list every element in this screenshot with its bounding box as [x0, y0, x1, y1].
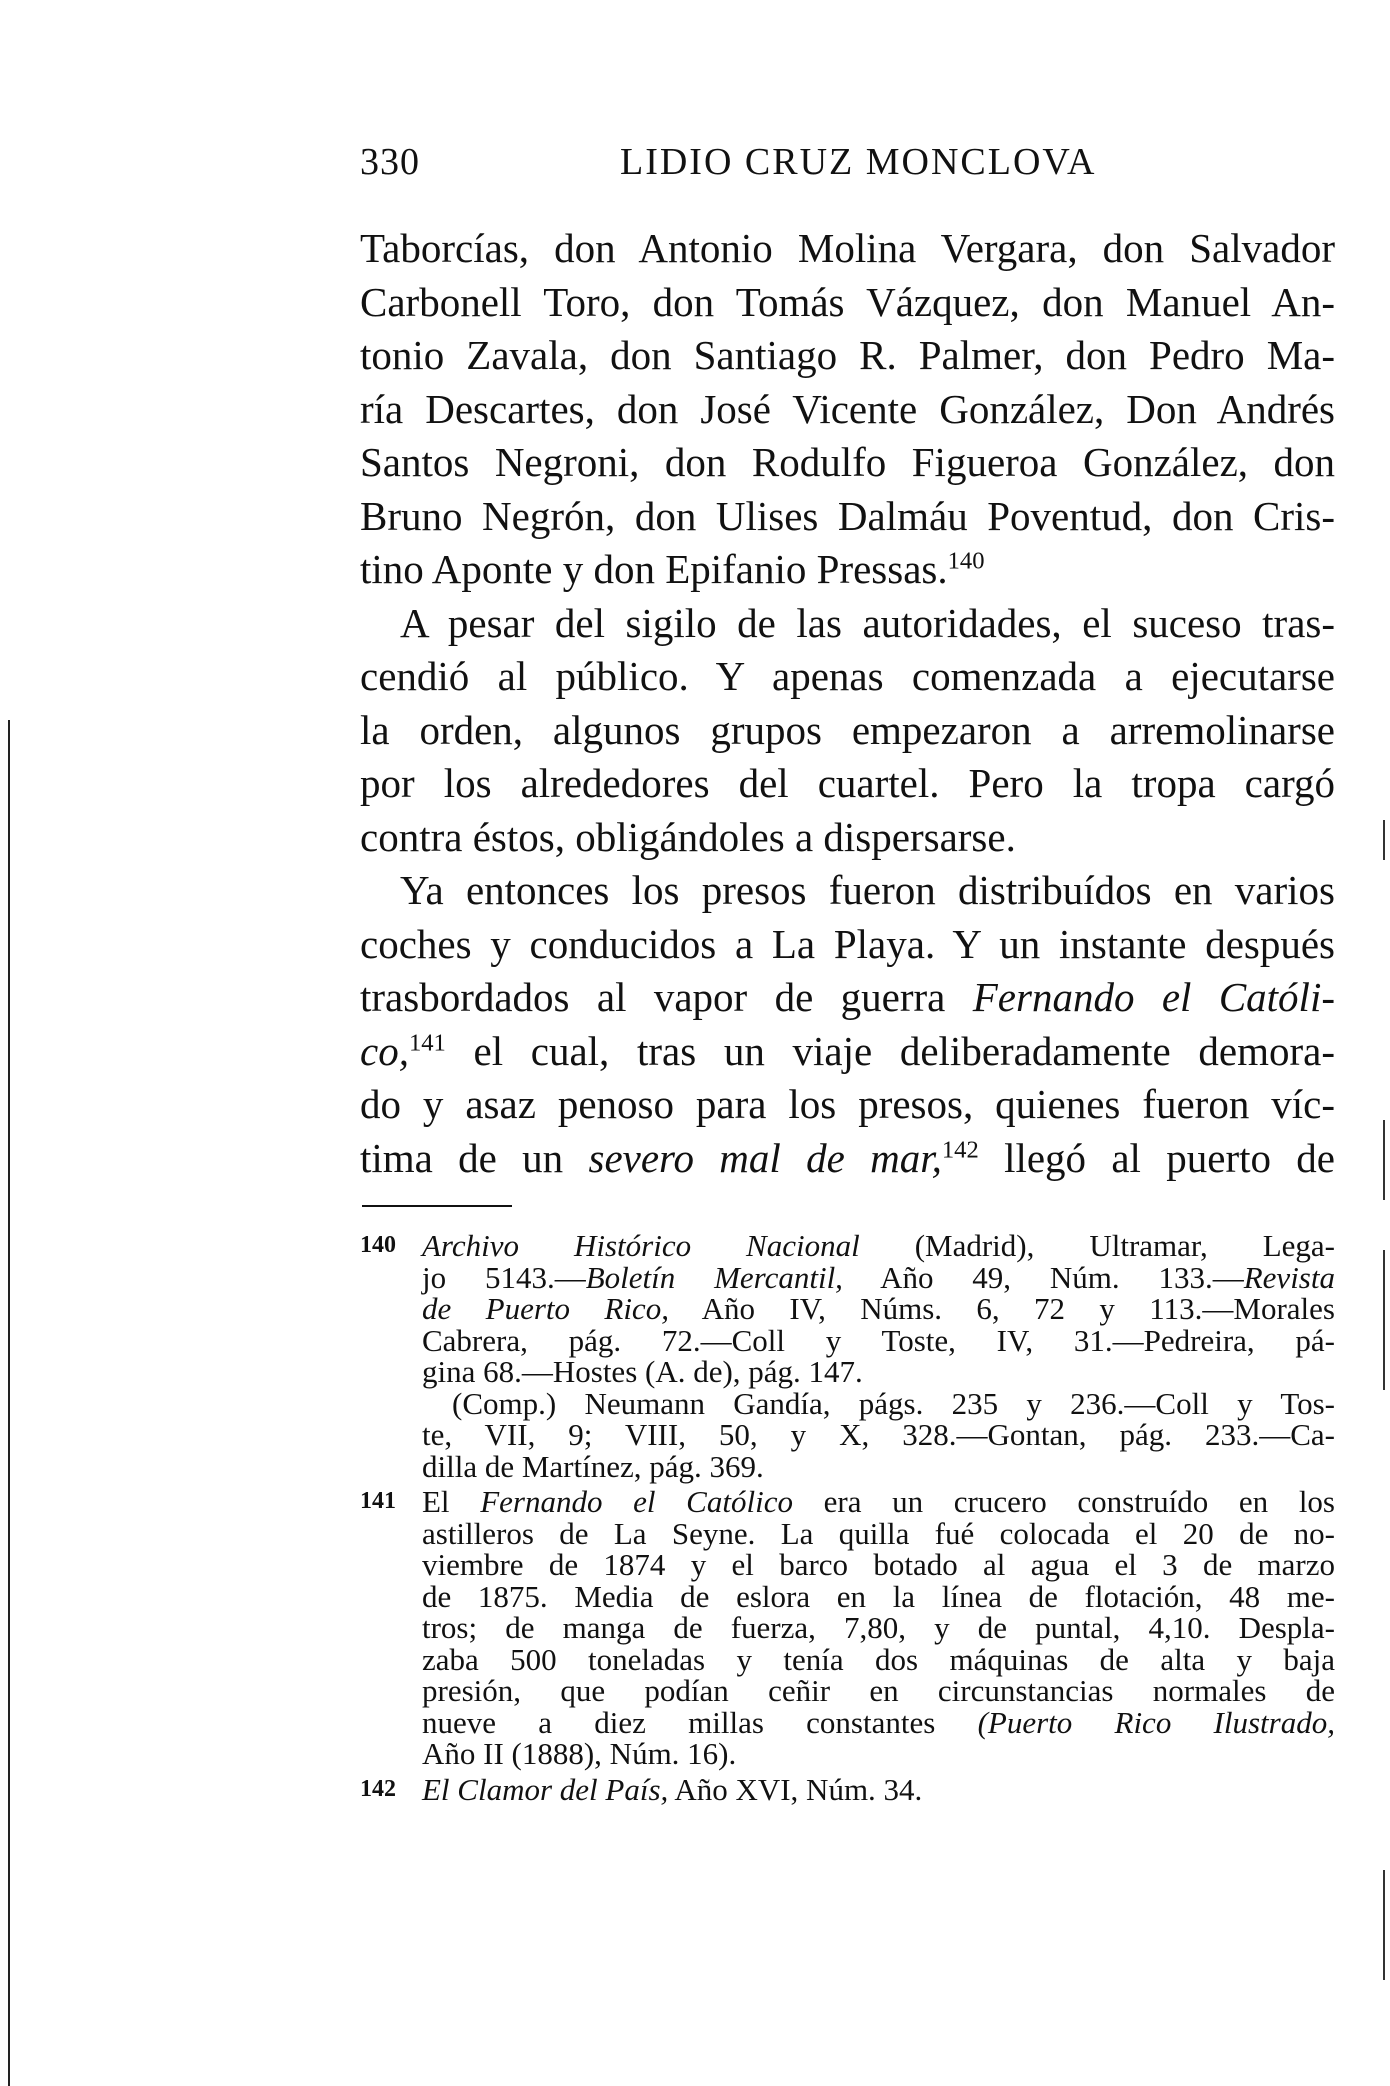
page-edge-mark: [1383, 1120, 1385, 1200]
footnote-line: te, VII, 9; VIII, 50, y X, 328.—Gontan, pág. 233.—Ca-: [422, 1417, 1335, 1452]
text-line: A pesar del sigilo de las autoridades, el suceso tras-: [400, 599, 1335, 646]
footnote-line: gina 68.—Hostes (A. de), pág. 147.: [422, 1354, 863, 1389]
text-line: [360, 971, 1335, 1025]
footnote-line: viembre de 1874 y el barco botado al agua el 3 de marzo: [422, 1547, 1335, 1582]
text-line: la orden, algunos grupos empezaron a arremolinarse: [360, 706, 1335, 753]
text-fragment: (Madrid), Ultramar, Lega-: [859, 1228, 1335, 1263]
page-edge-mark: [1383, 1870, 1385, 1980]
footnote-line: [422, 1230, 1335, 1262]
footnote-number: 141: [360, 1488, 396, 1514]
footnote-line: tros; de manga de fuerza, 7,80, y de puntal, 4,10. Despla-: [422, 1610, 1335, 1645]
footnote-ref: 140: [947, 547, 985, 575]
text-line: por los alrededores del cuartel. Pero la tropa cargó: [360, 760, 1335, 806]
italic-title: co,: [360, 1027, 409, 1074]
footnote-line: (Comp.) Neumann Gandía, págs. 235 y 236.—Coll y Tos-: [452, 1385, 1335, 1421]
text-line: contra éstos, obligándoles a dispersarse.: [360, 813, 1016, 860]
text-fragment: era un crucero construído en los: [792, 1484, 1335, 1519]
text-fragment: Año XVI, Núm. 34.: [668, 1771, 923, 1807]
text-line: Ya entonces los presos fueron distribuídos en varios: [400, 867, 1335, 913]
italic-title: Archivo Histórico Nacional: [422, 1228, 860, 1263]
footnote-141: [360, 1486, 1335, 1770]
page-edge-mark: [1383, 820, 1385, 860]
footnote-number: 142: [360, 1775, 396, 1802]
text-line: [360, 543, 1335, 597]
italic-title: Boletín Mercantil,: [585, 1259, 843, 1295]
footnote-line: Cabrera, pág. 72.—Coll y Toste, IV, 31.—Pedreira, pá-: [422, 1322, 1335, 1358]
footnote-ref: 142: [941, 1135, 979, 1163]
text-line: Carbonell Toro, don Tomás Vázquez, don Manuel An-: [360, 278, 1335, 325]
text-line: cendió al público. Y apenas comenzada a ejecutarse: [360, 653, 1335, 699]
page-number: 330: [360, 141, 420, 183]
text-line: [360, 1132, 1335, 1186]
italic-title: Revista: [1243, 1259, 1335, 1295]
text-fragment: Año IV, Núms. 6, 72 y 113.—Morales: [668, 1291, 1335, 1326]
italic-title: (Puerto Rico Ilustrado,: [977, 1704, 1335, 1740]
text-fragment: nueve a diez millas constantes: [422, 1704, 978, 1740]
body-text: [360, 222, 1335, 1185]
footnote-line: Año II (1888), Núm. 16).: [422, 1736, 737, 1771]
text-fragment: Año 49, Núm. 133.—: [842, 1259, 1244, 1295]
text-line: ría Descartes, don José Vicente González, Don Andrés: [360, 385, 1335, 432]
text-line: tonio Zavala, don Santiago R. Palmer, don Pedro Ma-: [360, 332, 1335, 378]
footnotes: [360, 1230, 1335, 1805]
running-title: LIDIO CRUZ MONCLOVA: [620, 141, 1097, 183]
footnote-ref: 141: [408, 1028, 446, 1056]
text-fragment: el cual, tras un viaje deliberadamente demora-: [445, 1027, 1335, 1074]
text-line: do y asaz penoso para los presos, quienes fueron víc-: [360, 1081, 1335, 1127]
footnote-line: [422, 1704, 1335, 1740]
footnote-number: 140: [360, 1232, 396, 1258]
italic-phrase: severo mal de mar,: [588, 1134, 942, 1181]
text-fragment: tino Aponte y don Epifanio Pressas.: [360, 546, 948, 592]
text-line: Bruno Negrón, don Ulises Dalmáu Poventud, don Cris-: [360, 492, 1335, 539]
footnote-line: [422, 1486, 1335, 1518]
footnote-line: [422, 1293, 1335, 1325]
text-line: coches y conducidos a La Playa. Y un instante después: [360, 920, 1335, 967]
footnote-rule: [362, 1205, 512, 1207]
text-line: Santos Negroni, don Rodulfo Figueroa González, don: [360, 439, 1335, 485]
footnote-142: [360, 1771, 1335, 1807]
footnote-line: [422, 1259, 1335, 1295]
text-fragment: llegó al puerto de: [978, 1134, 1335, 1181]
text-line: Taborcías, don Antonio Molina Vergara, don Salvador: [360, 225, 1335, 271]
page-header: [360, 140, 1335, 190]
text-fragment: jo 5143.—: [422, 1259, 586, 1295]
footnote-line: [422, 1771, 1335, 1807]
italic-title: Fernando el Católico: [480, 1484, 793, 1519]
text-line: [360, 1025, 1335, 1079]
footnote-line: astilleros de La Seyne. La quilla fué colocada el 20 de no-: [422, 1515, 1335, 1551]
footnote-140: [360, 1230, 1335, 1482]
footnote-line: de 1875. Media de eslora en la línea de flotación, 48 me-: [422, 1578, 1335, 1614]
footnote-line: dilla de Martínez, pág. 369.: [422, 1448, 764, 1484]
footnote-line: presión, que podían ceñir en circunstancias normales de: [422, 1673, 1335, 1708]
text-fragment: El: [422, 1484, 481, 1519]
footnote-line: zaba 500 toneladas y tenía dos máquinas de alta y baja: [422, 1641, 1335, 1677]
italic-title: Fernando el Católi-: [972, 974, 1335, 1020]
page-edge-line: [8, 720, 10, 2086]
page-edge-mark: [1383, 1250, 1385, 1390]
italic-title: de Puerto Rico,: [422, 1291, 669, 1326]
text-fragment: tima de un: [360, 1134, 589, 1181]
italic-title: El Clamor del País,: [422, 1771, 669, 1807]
text-fragment: trasbordados al vapor de guerra: [360, 974, 973, 1020]
